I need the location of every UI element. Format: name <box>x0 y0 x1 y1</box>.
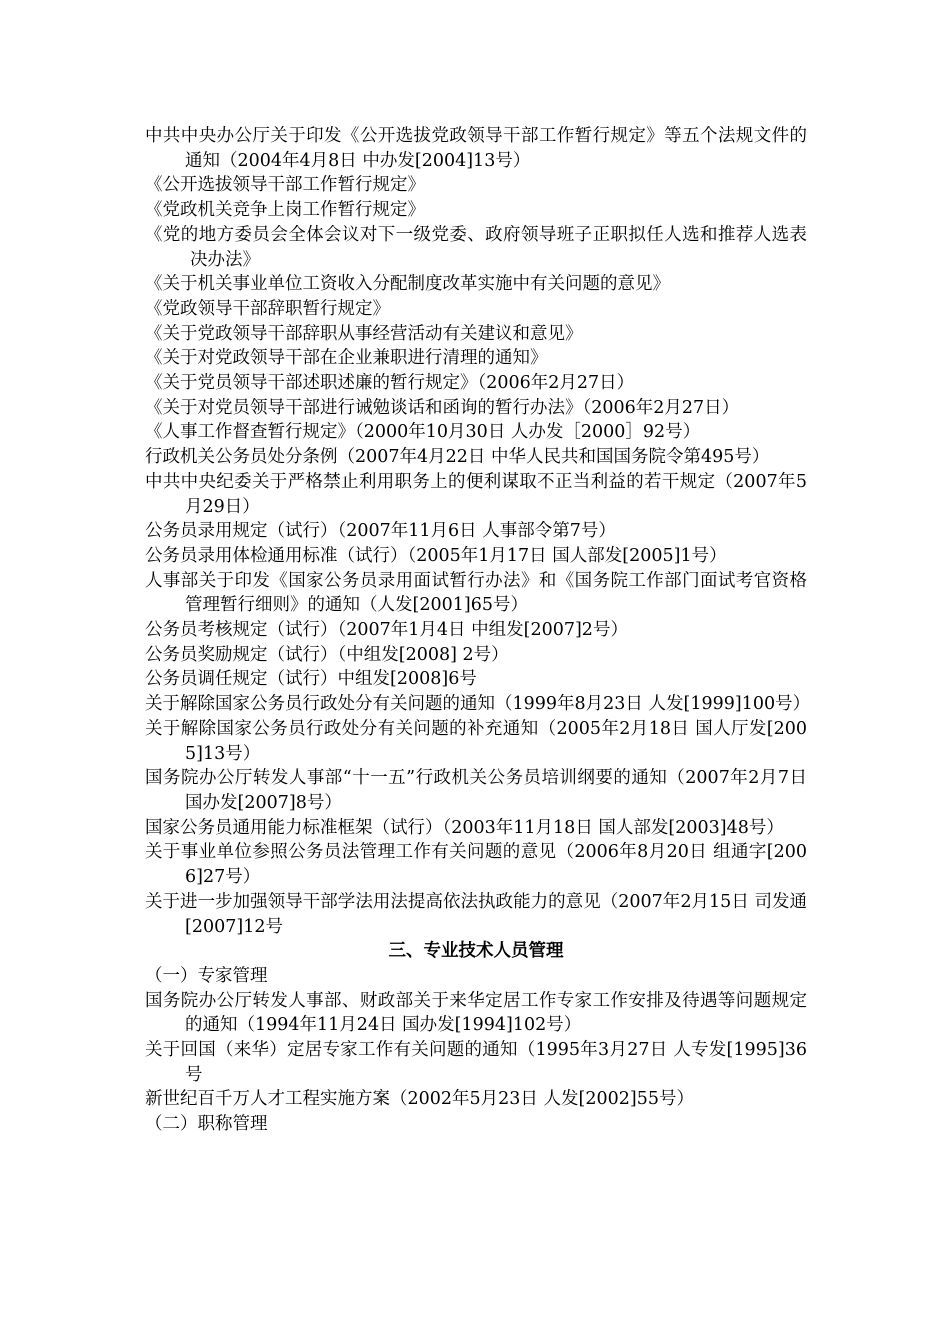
list-item: 《关于党员领导干部述职述廉的暂行规定》（2006年2月27日） <box>145 373 635 394</box>
list-item: 《关于机关事业单位工资收入分配制度改革实施中有关问题的意见》 <box>145 274 670 295</box>
list-item: 《公开选拔领导干部工作暂行规定》 <box>145 175 425 196</box>
list-item: 《党政领导干部辞职暂行规定》 <box>145 298 390 319</box>
list-item: 《关于对党政领导干部在企业兼职进行清理的通知》 <box>145 348 548 369</box>
list-item: 行政机关公务员处分条例（2007年4月22日 中华人民共和国国务院令第495号） <box>145 447 770 468</box>
list-item: 《党政机关竞争上岗工作暂行规定》 <box>145 200 425 221</box>
subsection-heading: （一）专家管理 <box>145 965 268 986</box>
list-item: 新世纪百千万人才工程实施方案（2002年5月23日 人发[2002]55号） <box>145 1089 694 1110</box>
list-item: 关于解除国家公务员行政处分有关问题的补充通知（2005年2月18日 国人厅发[2005]13号） <box>145 718 807 764</box>
list-item: 公务员奖励规定（试行）（中组发[2008] 2号） <box>145 644 509 665</box>
list-item: 公务员录用规定（试行）（2007年11月6日 人事部令第7号） <box>145 521 616 542</box>
list-item: 《关于党政领导干部辞职从事经营活动有关建议和意见》 <box>145 323 583 344</box>
list-item: 关于回国（来华）定居专家工作有关问题的通知（1995年3月27日 人专发[1995]36号 <box>145 1040 807 1085</box>
list-item: 关于事业单位参照公务员法管理工作有关问题的意见（2006年8月20日 组通字[2006]27号） <box>145 842 807 888</box>
document-body <box>145 124 811 1137</box>
list-item: 关于解除国家公务员行政处分有关问题的通知（1999年8月23日 人发[1999]100号） <box>145 694 811 715</box>
list-item: 国务院办公厅转发人事部、财政部关于来华定居工作专家工作安排及待遇等问题规定的通知（1994年11月24日 国办发[1994]102号） <box>145 990 807 1036</box>
list-item: 国务院办公厅转发人事部“十一五”行政机关公务员培训纲要的通知（2007年2月7日 国办发[2007]8号） <box>145 768 807 813</box>
list-item: 公务员调任规定（试行）中组发[2008]6号 <box>145 669 477 690</box>
list-item: 《人事工作督查暂行规定》（2000年10月30日 人办发［2000］92号） <box>145 422 701 443</box>
list-item: 关于进一步加强领导干部学法用法提高依法执政能力的意见（2007年2月15日 司发通[2007]12号 <box>145 891 807 937</box>
list-item: 公务员录用体检通用标准（试行）（2005年1月17日 国人部发[2005]1号） <box>145 545 727 566</box>
section-heading: 三、专业技术人员管理 <box>388 941 564 962</box>
list-item: 公务员考核规定（试行）（2007年1月4日 中组发[2007]2号） <box>145 620 628 641</box>
list-item: 人事部关于印发《国家公务员录用面试暂行办法》和《国务院工作部门面试考官资格管理暂行细则》的通知（人发[2001]65号） <box>145 570 807 616</box>
list-item: 中共中央办公厅关于印发《公开选拔党政领导干部工作暂行规定》等五个法规文件的通知（2004年4月8日 中办发[2004]13号） <box>145 126 807 171</box>
list-item: 《关于对党员领导干部进行诫勉谈话和函询的暂行办法》（2006年2月27日） <box>145 397 740 418</box>
subsection-heading: （二）职称管理 <box>145 1114 268 1135</box>
list-item: 中共中央纪委关于严格禁止利用职务上的便利谋取不正当利益的若干规定（2007年5月29日） <box>145 471 807 517</box>
list-item: 国家公务员通用能力标准框架（试行）（2003年11月18日 国人部发[2003]48号） <box>145 817 784 838</box>
list-item: 《党的地方委员会全体会议对下一级党委、政府领导班子正职拟任人选和推荐人选表决办法》 <box>145 224 807 270</box>
